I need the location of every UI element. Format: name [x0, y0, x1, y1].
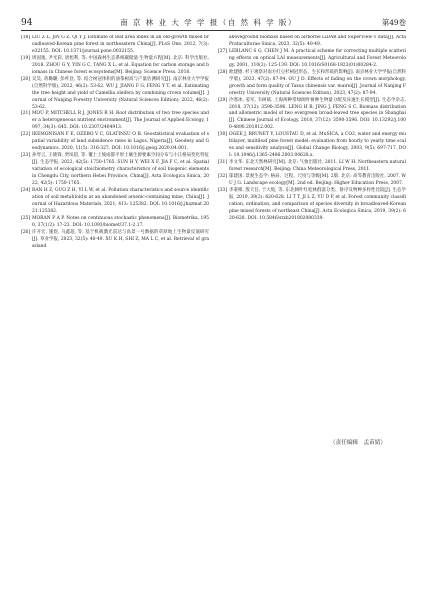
reference-text: LIU Z L, JIN G Z, QI Y J. Estimate of leaf area index in an old-growth mixed broadleaved-Korean pine forest in northeastern China[J]. PLoS One, 2012, 7(3): e32155. DOI: 10.1371/journal.pone.0032155. [32, 35, 209, 54]
reference-text: 周国逸, 尹光彩, 唐旭利, 等. 中国森林生态系统碳储量-生物量方程[M]. 北京: 科学出版社, 2018. ZHOU G Y, YIN G C, TANG X L, et al. Equation for carbon storage and biomass in Chinese forest ecosystems[M]. Beijing: Science Press, 2018. [32, 55, 209, 75]
reference-number: [28] [218, 69, 228, 75]
volume-label: 第49卷 [381, 18, 406, 27]
reference-entry [218, 132, 406, 160]
reference-number: [22] [21, 132, 31, 138]
reference-entry [218, 35, 406, 49]
references-left-column [21, 35, 209, 515]
reference-text: 冷寒冰, 姜军, 韦树斌. 上海两种常绿阔叶树种生物量分配及异速生长模型[J]. 生态学杂志, 2018, 37(12): 3590-3596. LENG H B, JING J, FENG S C. Biomass distribution and allometric model of two evergreen broad-leaved tree species in Shanghai[J]. Chinese Journal of Ecology, 2018, 37(12): 3590-3596. DOI: 10.13292/j.1000-4890.201812.002. [229, 97, 406, 131]
reference-text: 邬建国. 景观生态学: 格局、过程、尺度与等级[M]. 2版. 北京: 高等教育出版社, 2007. WU J G. Landscape ecology[M]. 2nd ed. Beijing: Higher Education Press, 2007. [229, 174, 406, 187]
reference-number: [27] [218, 48, 228, 54]
reference-entry [21, 132, 209, 153]
page-number: 94 [21, 18, 33, 28]
reference-number: [32] [218, 174, 228, 180]
reference-number [218, 35, 229, 49]
header-divider [21, 30, 406, 31]
reference-entry [21, 153, 209, 188]
reference-text: RAN H Z, GUO Z H, YI L W, et al. Pollution characteristics and source identification of soil metal(loid)s at an abandoned arsenic-containing mine, China[J]. Journal of Hazardous Materials, 2021, 413: 125382. DOI: 10.1016/j.jhazmat.2021.125382. [32, 187, 209, 214]
reference-entry [218, 49, 406, 70]
reference-text: MORAN P A P. Notes on continuous stochastic phenomena[J]. Biometrika, 1950, 37(1/2): 17-23. DOI: 10.1093/biomet/37.1-2.17. [32, 215, 209, 228]
reference-entry [21, 56, 209, 77]
reference-entry [21, 188, 209, 216]
reference-entry [21, 111, 209, 132]
reference-number: [23] [21, 153, 31, 159]
reference-entry [21, 216, 209, 230]
reference-entry [218, 174, 406, 188]
reference-number: [25] [21, 215, 31, 221]
running-header [21, 14, 406, 28]
reference-text: aboveground biomass based on airborne LiDAR and SuperView-1 data[J]. Acta Prataculturae Sinica, 2023, 32(5): 40-49. [229, 35, 406, 47]
reference-number: [33] [218, 187, 228, 193]
reference-text: IKEMONISAN F E, OZEBO V C, OLATINSU O B. Geostatistical evaluation of spatial variability of land subsidence rates in Lagos, Nigeria[J]. Geodesy and Geodynamics, 2020, 11(5): 316-327. DOI: 10.1016/j.geog.2020.04.001. [32, 132, 209, 152]
reference-entry [218, 188, 406, 223]
reference-text: OGEE J, BRUNET Y, LOUSTAU D, et al. MuSICA, a CO2, water and energy multilayer, multileaf pine forest model: evaluation from hourly to yearly time scales and sensitivity analysis[J]. Global Change Biology, 2003, 9(5): 697-717. DOI: 10.1046/j.1365-2486.2003.00628.x. [229, 132, 406, 159]
reference-text: 吴昊, 蒋璐璐, 彭祚登, 等. 结合树冠体积的油茶树高与产量估测研究[J]. 南京林业大学学报(自然科学版), 2022, 46(2): 53-62. WU J, JIANG F G, FENG Y T, et al. Estimating the tree height and yield of Camellia oleifera by combining crown volume[J]. Journal of Nanjing Forestry University (Natural Sciences Edition), 2022, 46(2): 53-62. [32, 76, 209, 110]
reference-text: 李文华. 东北天然林研究[M]. 北京: 气象出版社, 2011. LI W H. Northeastern natural forest research[M]. Beijing: China Meteorological Press, 2011. [229, 160, 406, 173]
reference-entry [218, 70, 406, 98]
reference-number: [31] [218, 160, 228, 166]
reference-number: [19] [21, 55, 31, 61]
reference-text: LEBLANC S G, CHEN J M. A practical scheme for correcting multiple scattering effects on optical LAI measurements[J]. Agricultural and Forest Meteorology, 2001, 110(2): 125-139. DOI: 10.1016/S0168-1923(01)00284-2. [229, 48, 406, 68]
reference-entry [218, 160, 406, 174]
reference-text: 李秉樟, 殷天任, 于大炮, 等. 东北阔叶红松林群落分类、排序及物种多样性比较[J]. 生态学报, 2019, 39(2): 620-628. LI T T, JI L Z, YU D P, et al. Forest community classification, ordination, and comparison of species diversity in broadleaved-Korean pine mixed forests of northeast China[J]. Acta Ecologica Sinica, 2019, 39(2): 620-628. DOI: 10.5846/stxb201802080339. [229, 187, 406, 221]
reference-number: [26] [21, 229, 31, 235]
reference-entry [21, 35, 209, 56]
responsible-editor: （责任编辑 孟苗婧） [330, 440, 386, 446]
reference-entry [21, 77, 209, 112]
reference-number: [24] [21, 187, 31, 193]
reference-text: 孙琴云, 王晓锋, 贾凤超, 等. 覆土土坡成都平原土壤生源要素空间分布与小江格局变化特征[J]. 生态学报, 2022, 42(5): 1750-1765. SUN H Y, WEI X F, JIA F C, et al. Spatial variation of ecological stoichiometry characteristics of soil biogenic elements in Chengdu City, northern Hebei Province, China[J]. Acta Ecologica Sinica, 2022, 42(5): 1750-1765. [32, 153, 209, 187]
reference-number: [20] [21, 76, 31, 82]
journal-title: 南 京 林 业 大 学 学 报（自 然 科 学 版） [120, 18, 297, 27]
reference-entry [21, 230, 209, 251]
reference-number: [21] [21, 111, 31, 117]
reference-text: 欧建德. 杉干观察对南方红豆杉树冠形态、生长和形质的影响[J]. 南京林业大学学报(自然科学版), 2023, 47(2): 87-94. OU J D. Effects of fading on the crown morphology, growth and form quality of Taxus chinensis var. mairei[J]. Journal of Nanjing Forestry University (Natural Sciences Edition), 2023, 47(2): 87-94. [229, 69, 406, 96]
reference-number: [30] [218, 132, 228, 138]
reference-entry [218, 98, 406, 133]
reference-text: MOU P, MITCHELL R J, JONES R H. Root distribution of two tree species under a heterogeneous nutrient environment[J]. The Journal of Applied Ecology, 1997, 34(3): 645. DOI: 10.2307/2404913. [32, 111, 209, 131]
reference-number: [29] [218, 97, 228, 103]
reference-number: [18] [21, 35, 31, 40]
reference-text: 许开宏, 施煜, 马鑫超, 等. 基于机载激光雷达与高景一号数据的草原地上生物量反演研究[J]. 草业学报, 2023, 32(5): 40-49. XU K H, SHI Z, MA L C, et al. Retrieval of grassland [32, 229, 209, 249]
